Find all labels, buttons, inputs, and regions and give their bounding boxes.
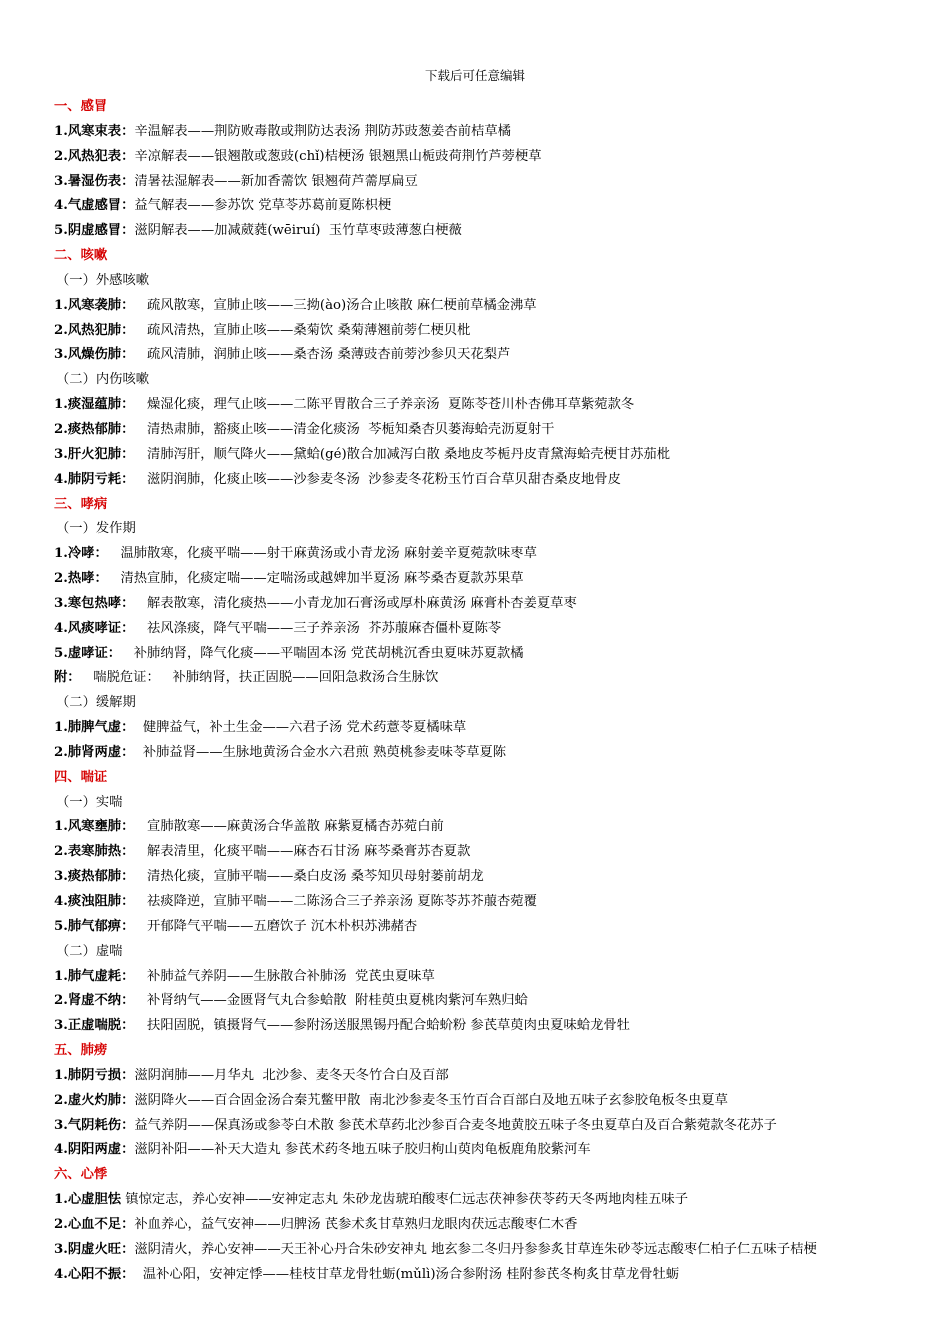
treatment-text: 疏风散寒，宣肺止咳——三拗(ào)汤合止咳散 麻仁梗前草橘金沸草: [134, 297, 537, 313]
document-body: [54, 95, 934, 1288]
section-heading: 四、喘证: [54, 769, 108, 785]
treatment-text: 辛温解表——荆防败毒散或荆防达表汤 荆防苏豉葱姜杏前桔草橘: [134, 123, 511, 139]
syndrome-label: 3.正虚喘脱：: [54, 1018, 135, 1034]
treatment-text: 辛凉解表——银翘散或葱豉(chǐ)桔梗汤 银翘黑山栀豉荷荆竹芦蒡梗草: [134, 148, 542, 164]
syndrome-label: 3.肝火犯肺：: [54, 446, 135, 462]
syndrome-label: 1.痰湿蕴肺：: [54, 397, 135, 413]
treatment-text: 温肺散寒，化痰平喘——射干麻黄汤或小青龙汤 麻射姜辛夏菀款味枣草: [107, 546, 537, 562]
syndrome-item: [54, 1213, 934, 1238]
syndrome-item: [54, 716, 934, 741]
syndrome-item: [54, 666, 934, 691]
syndrome-label: 1.风寒束表：: [54, 123, 135, 139]
syndrome-label: 2.表寒肺热：: [54, 844, 135, 860]
syndrome-item: [54, 1114, 934, 1139]
syndrome-label: 2.虚火灼肺：: [54, 1092, 135, 1108]
syndrome-label: 3.寒包热哮：: [54, 595, 135, 611]
subsection-heading: （一）发作期: [56, 521, 136, 537]
syndrome-label: 5.肺气郁痹：: [54, 918, 135, 934]
syndrome-item: [54, 1014, 934, 1039]
syndrome-label: 5.阴虚感冒：: [54, 223, 135, 239]
syndrome-label: 2.风热犯表：: [54, 148, 135, 164]
syndrome-item: [54, 343, 934, 368]
syndrome-item: [54, 1263, 934, 1288]
treatment-text: 滋阴清火，养心安神——天王补心丹合朱砂安神丸 地玄参二冬归丹参参炙甘草连朱砂苓远志酸枣仁柏子仁五味子桔梗: [134, 1241, 817, 1257]
syndrome-item: [54, 840, 934, 865]
treatment-text: 疏风清肺，润肺止咳——桑杏汤 桑薄豉杏前蒡沙参贝天花梨芦: [134, 347, 511, 363]
treatment-text: 清热化痰，宣肺平喘——桑白皮汤 桑芩知贝母射蒌前胡龙: [134, 869, 484, 885]
treatment-text: 解表散寒，清化痰热——小青龙加石膏汤或厚朴麻黄汤 麻膏朴杏姜夏草枣: [134, 595, 577, 611]
syndrome-item: [54, 194, 934, 219]
treatment-text: 温补心阳，安神定悸——桂枝甘草龙骨牡蛎(mǔlì)汤合参附汤 桂附参芪冬枸炙甘草龙骨牡蛎: [134, 1266, 680, 1282]
treatment-text: 清热肃肺，豁痰止咳——清金化痰汤 芩栀知桑杏贝蒌海蛤壳沥夏射干: [134, 421, 555, 437]
treatment-text: 开郁降气平喘——五磨饮子 沉木朴枳苏沸赭杏: [134, 918, 418, 934]
syndrome-label: 2.痰热郁肺：: [54, 421, 135, 437]
syndrome-item: [54, 1188, 934, 1213]
syndrome-label: 2.肾虚不纳：: [54, 993, 135, 1009]
syndrome-label: 3.痰热郁肺：: [54, 869, 135, 885]
subsection-heading: （一）实喘: [56, 794, 123, 810]
syndrome-label: 4.心阳不振：: [54, 1266, 135, 1282]
treatment-text: 益气养阴——保真汤或参苓白术散 参芪术草药北沙参百合麦冬地黄胶五味子冬虫夏草白及百合紫菀款冬花苏子: [134, 1117, 777, 1133]
syndrome-label: 3.暑湿伤表：: [54, 173, 135, 189]
treatment-text: 喘脱危证： 补肺纳肾，扶正固脱——回阳急救汤合生脉饮: [80, 670, 439, 686]
section-heading: 六、心悸: [54, 1167, 108, 1183]
treatment-text: 解表清里，化痰平喘——麻杏石甘汤 麻芩桑膏苏杏夏款: [134, 844, 471, 860]
syndrome-label: 1.心虚胆怯: [54, 1192, 122, 1208]
subsection-heading: （二）缓解期: [56, 695, 136, 711]
syndrome-item: [54, 443, 934, 468]
syndrome-item: [54, 1064, 934, 1089]
treatment-text: 滋阴解表——加减葳蕤(wēiruí) 玉竹草枣豉薄葱白梗薇: [134, 223, 462, 239]
syndrome-item: [54, 741, 934, 766]
syndrome-item: [54, 642, 934, 667]
treatment-text: 燥湿化痰，理气止咳——二陈平胃散合三子养亲汤 夏陈苓苍川朴杏佛耳草紫菀款冬: [134, 397, 635, 413]
syndrome-label: 3.风燥伤肺：: [54, 347, 135, 363]
syndrome-label: 5.虚哮证：: [54, 645, 122, 661]
syndrome-label: 2.心血不足：: [54, 1216, 135, 1232]
section-heading: 三、哮病: [54, 496, 108, 512]
subsection-heading: （一）外感咳嗽: [56, 272, 150, 288]
treatment-text: 清肺泻肝，顺气降火——黛蛤(gé)散合加减泻白散 桑地皮芩栀丹皮青黛海蛤壳梗甘苏茄枇: [134, 446, 671, 462]
syndrome-label: 2.风热犯肺：: [54, 322, 135, 338]
page-header: 下载后可任意编辑: [424, 68, 525, 83]
treatment-text: 补血养心，益气安神——归脾汤 芪参术炙甘草熟归龙眼肉茯远志酸枣仁木香: [134, 1216, 578, 1232]
treatment-text: 补肺益气养阴——生脉散合补肺汤 党芪虫夏味草: [134, 968, 435, 984]
subsection-heading: （二）虚喘: [56, 943, 123, 959]
section-heading: 二、咳嗽: [54, 248, 108, 264]
syndrome-item: [54, 890, 934, 915]
syndrome-label: 4.肺阴亏耗：: [54, 471, 135, 487]
syndrome-label: 1.肺阴亏损：: [54, 1067, 135, 1083]
treatment-text: 祛风涤痰，降气平喘——三子养亲汤 芥苏菔麻杏僵朴夏陈苓: [134, 620, 502, 636]
treatment-text: 滋阴降火——百合固金汤合秦艽鳖甲散 南北沙参麦冬玉竹百合百部白及地五味子玄参胶龟板冬虫夏草: [134, 1092, 728, 1108]
treatment-text: 补肺纳肾，降气化痰——平喘固本汤 党芪胡桃沉香虫夏味苏夏款橘: [121, 645, 524, 661]
syndrome-label: 4.痰浊阻肺：: [54, 894, 135, 909]
syndrome-item: [54, 542, 934, 567]
treatment-text: 清热宣肺，化痰定喘——定喘汤或越婢加半夏汤 麻芩桑杏夏款苏果草: [107, 571, 524, 587]
syndrome-label: 1.冷哮：: [54, 546, 108, 562]
syndrome-label: 2.热哮：: [54, 571, 108, 587]
syndrome-item: [54, 1089, 934, 1114]
syndrome-item: [54, 319, 934, 344]
syndrome-item: [54, 567, 934, 592]
syndrome-label: 1.风寒壅肺：: [54, 819, 135, 835]
syndrome-item: [54, 965, 934, 990]
syndrome-item: [54, 592, 934, 617]
treatment-text: 扶阳固脱，镇摄肾气——参附汤送服黑锡丹配合蛤蚧粉 参芪草萸肉虫夏味蛤龙骨牡: [134, 1018, 630, 1034]
subsection-heading: （二）内伤咳嗽: [56, 372, 150, 388]
syndrome-item: [54, 1238, 934, 1263]
syndrome-item: [54, 418, 934, 443]
syndrome-label: 3.阴虚火旺：: [54, 1241, 135, 1257]
syndrome-item: [54, 815, 934, 840]
syndrome-item: [54, 219, 934, 244]
syndrome-label: 3.气阴耗伤：: [54, 1117, 135, 1133]
section-heading: 一、感冒: [54, 99, 108, 114]
syndrome-item: [54, 170, 934, 195]
treatment-text: 滋阴润肺——月华丸 北沙参、麦冬天冬竹合白及百部: [134, 1067, 449, 1083]
section-heading: 五、肺痨: [54, 1043, 108, 1059]
syndrome-item: [54, 468, 934, 493]
treatment-text: 祛痰降逆，宣肺平喘——二陈汤合三子养亲汤 夏陈苓苏芥菔杏菀覆: [134, 894, 537, 909]
syndrome-item: [54, 1138, 934, 1163]
syndrome-item: [54, 294, 934, 319]
treatment-text: 清暑祛湿解表——新加香薷饮 银翘荷芦薷厚扁豆: [134, 173, 418, 189]
treatment-text: 滋阴补阳——补天大造丸 参芪术药冬地五味子胶归枸山萸肉龟板鹿角胶紫河车: [134, 1142, 591, 1158]
syndrome-label: 2.肺肾两虚：: [54, 744, 135, 760]
treatment-text: 补肾纳气——金匮肾气丸合参蛤散 附桂萸虫夏桃肉紫河车熟归蛤: [134, 993, 528, 1009]
treatment-text: 镇惊定志，养心安神——安神定志丸 朱砂龙齿琥珀酸枣仁远志茯神参茯苓药天冬两地肉桂五味子: [121, 1192, 688, 1208]
syndrome-item: [54, 120, 934, 145]
treatment-text: 益气解表——参苏饮 党草苓苏葛前夏陈枳梗: [134, 198, 392, 214]
treatment-text: 宣肺散寒——麻黄汤合华盖散 麻紫夏橘杏苏菀白前: [134, 819, 444, 835]
syndrome-item: [54, 617, 934, 642]
syndrome-label: 4.风痰哮证：: [54, 620, 135, 636]
syndrome-item: [54, 915, 934, 940]
treatment-text: 补肺益肾——生脉地黄汤合金水六君煎 熟萸桃参麦味苓草夏陈: [134, 744, 507, 760]
treatment-text: 健脾益气，补土生金——六君子汤 党术药薏苓夏橘味草: [134, 720, 467, 736]
syndrome-label: 4.阴阳两虚：: [54, 1142, 135, 1158]
syndrome-label: 1.风寒袭肺：: [54, 297, 135, 313]
syndrome-label: 附：: [54, 670, 81, 686]
syndrome-item: [54, 989, 934, 1014]
treatment-text: 疏风清热，宣肺止咳——桑菊饮 桑菊薄翘前蒡仁梗贝枇: [134, 322, 471, 338]
syndrome-label: 4.气虚感冒：: [54, 198, 135, 214]
syndrome-label: 1.肺脾气虚：: [54, 720, 135, 736]
syndrome-label: 1.肺气虚耗：: [54, 968, 135, 984]
treatment-text: 滋阴润肺，化痰止咳——沙参麦冬汤 沙参麦冬花粉玉竹百合草贝甜杏桑皮地骨皮: [134, 471, 621, 487]
syndrome-item: [54, 865, 934, 890]
syndrome-item: [54, 393, 934, 418]
syndrome-item: [54, 145, 934, 170]
